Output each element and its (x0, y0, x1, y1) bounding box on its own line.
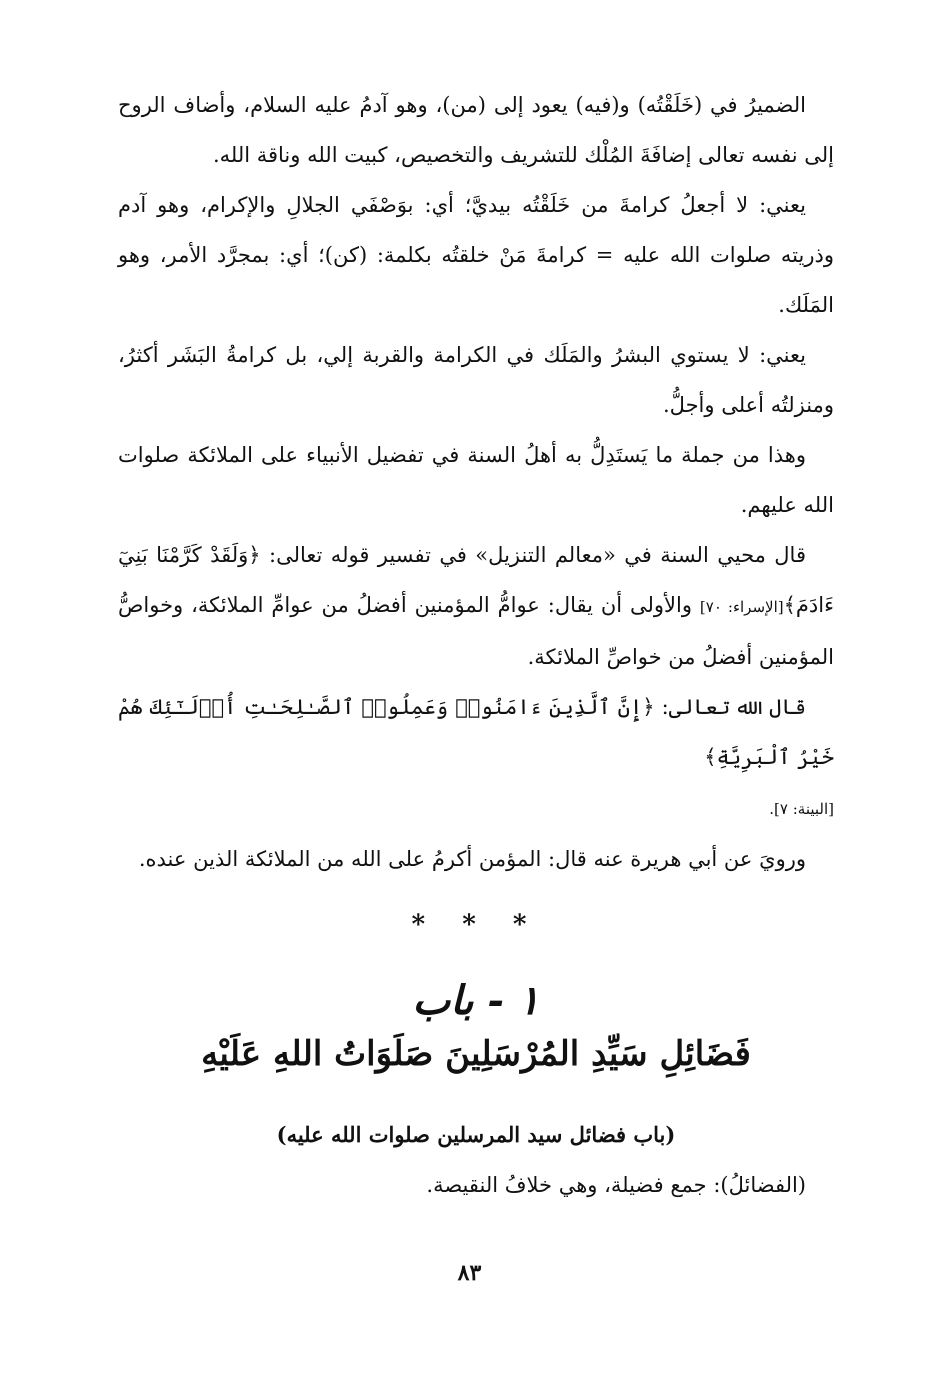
verse-reference-2-line (118, 782, 834, 834)
verse-reference-1: [الإسراء: ٧٠] (699, 598, 784, 616)
paragraph-3: يعني: لا يستوي البشرُ والمَلَك في الكرامة والقربة إلي، بل كرامةُ البَشَر أكثرُ، ومنزلتُه أعلى وأجلُّ. (118, 343, 834, 417)
page-body (118, 80, 834, 1210)
paragraph-7: ورويَ عن أبي هريرة عنه قال: المؤمن أكرمُ على الله من الملائكة الذين عنده. (138, 847, 806, 871)
paragraph-1: الضميرُ في (خَلَقْتُه) و(فيه) يعود إلى (من)، وهو آدمُ عليه السلام، وأضاف الروح إلى نفسه تعالى إضافَةَ المُلْك للتشريف والتخصيص، كبيت الله وناقة الله. (118, 93, 834, 167)
page-number: ٨٣ (457, 1260, 482, 1286)
verse-reference-2: [البينة: ٧]. (769, 800, 834, 818)
chapter-title: فَضَائِلِ سَيِّدِ المُرْسَلِينَ صَلَوَاتُ اللهِ عَلَيْهِ (201, 1034, 751, 1074)
paragraph-2: يعني: لا أجعلُ كرامةَ من خَلَقْتُه بيديَّ؛ أي: بوَصْفَي الجلالِ والإكرام، وهو آدم وذريته صلوات الله عليه = كرامةَ مَنْ خلقتُه بكلمة: (كن)؛ أي: بمجرَّد الأمر، وهو المَلَك. (118, 193, 834, 317)
paragraph-6: قال الله تعالى: ﴿إِنَّ ٱلَّذِينَ ءَامَنُوا۟ وَعَمِلُوا۟ ٱلصَّـٰلِحَـٰتِ أُو۟لَـٰٓئِكَ هُمْ خَيْرُ ٱلْبَرِيَّةِ﴾ (118, 695, 834, 769)
paragraph-4: وهذا من جملة ما يَستَدِلُّ به أهلُ السنة في تفضيل الأنبياء على الملائكة صلوات الله عليهم. (118, 443, 834, 517)
chapter-subtitle: (باب فضائل سيد المرسلين صلوات الله عليه) (276, 1122, 676, 1147)
paragraph-5-text: والأولى أن يقال: عوامُّ المؤمنين أفضلُ من عوامِّ الملائكة، وخواصُّ المؤمنين أفضلُ من خواصِّ الملائكة. (118, 593, 834, 669)
paragraph-5 (118, 530, 834, 682)
quran-quote-1: قال محيي السنة في «معالم التنزيل» في تفسير قوله تعالى: ﴿وَلَقَدْ كَرَّمْنَا بَنِيٓ ءَادَمَ﴾ (118, 543, 834, 617)
chapter-definition: (الفضائلُ): جمع فضيلة، وهي خلافُ النقيصة. (426, 1173, 806, 1197)
section-separator: * * * (411, 910, 541, 940)
chapter-number: ١ - باب (412, 977, 540, 1024)
